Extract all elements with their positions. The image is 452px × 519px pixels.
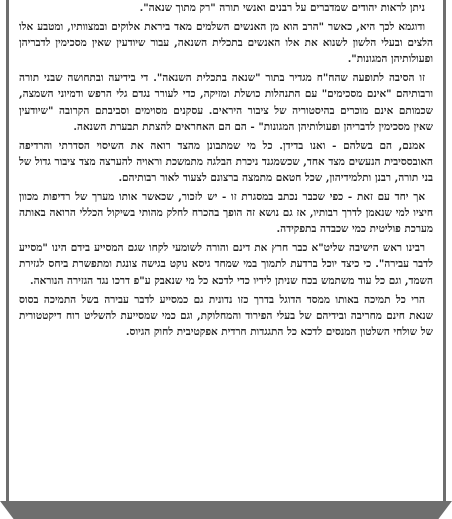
article-paragraph-2: ודוגמא לכך היא, כאשר "הרב הוא מן האנשים השלמים מאד ביראת אלוקים ובמצוותיו, ומטבע אלו הלצים ובעלי הלשון לשנוא את אלו האנשים בתכלית השנאה, עבור שיודעין שאין מסכימין לדבריהן ופעולותיהן המגונות". — [19, 21, 433, 66]
article-paragraph-3: זו הסיבה לתופעה שהח"ח מגדיר בתור "שנאה בתכלית השנאה". די בידיעה ובתחושה שבני תורה ורבותיהם "אינם מסכימים" עם התנהלות כושלת ומזיקה, כדי לעורר נגדם גלי הרפש ודמיוני השמצה, שכמותם אינם מוכרים בהיסטוריה של ציבור היראים. עסקנים מסוימים וסביבתם הקרובה "שיודעין שאין מסכימין לדבריהן ופעולותיהן המגונות" - הם הם האחראים להצתת תבערת השנאה. — [19, 72, 433, 133]
article-paragraph-1: ניתן לראות יהודים שמדברים על רבנים ואנשי תורה "רק מתוך שנאה". — [139, 2, 425, 14]
article-paragraph-7: הרי כל תמיכה באותו ממסד הדוגל בדרך כזו נדונית גם כמסייע לדבר עבירה בשל התמיכה בסוס שנאת חינם מחריבה ובידיהם של בעלי הפירוד והמחלוקת, וגם כמי שמסייעת להשליט רוח דיקטטורית של שולחי השלטון המנסים לדכא כל התגגדות חרדית אפקטיבית לחוק הגיוס. — [19, 293, 433, 338]
article-paragraph-5: אך יחד עם זאת - כפי שכבר נכתב במסגרת זו - יש לזכור, שכאשר אותו מערך של רדיפות מכוון חיציו למי שנאמן לדרך רבותיו, אז גם נושא זה הופך בהכרח לחלק מהותי בשיקול הכללי הרואה באותה מערכת פוליטית כמי שכבדה בתפקידה. — [19, 191, 433, 236]
article-column — [6, 0, 446, 503]
frame-bottom-border — [0, 501, 452, 519]
article-paragraph-6: רבינו ראש הישיבה שליט"א כבר חרץ את דינם והורה לשומעי לקחו שגם המסייע בידם הינו "מסייע לדבר עבירה". כי כיצד יוכל ברדעת לתמוך במי שמחד גיסא נוקט בגישה צונגת ומתפשרת ביחס לגזירת השמד, וגם כל עוד משתמש בכח שניתן לידיו כדי לדכא כל מי שנאבק ע"פ דרכו נגד הגזירה הנוראה. — [19, 242, 433, 287]
article-paragraph-4: אמנם, הם בשלהם - ואנו בדידן. כל מי שמתבונן מהצד רואה את השיסוי הסדרתי והרדיפה האובססיבית הנעשים מצד אחד, שכשמגנד ניכרת הבלגה מתמשכת וראויה להערצה מצד ציבור גדול של בני תורה, רבנן ותלמידיהון, שכל חטאם מתמצה ברצונם לצעוד לאור רבותיהם. — [19, 139, 433, 184]
